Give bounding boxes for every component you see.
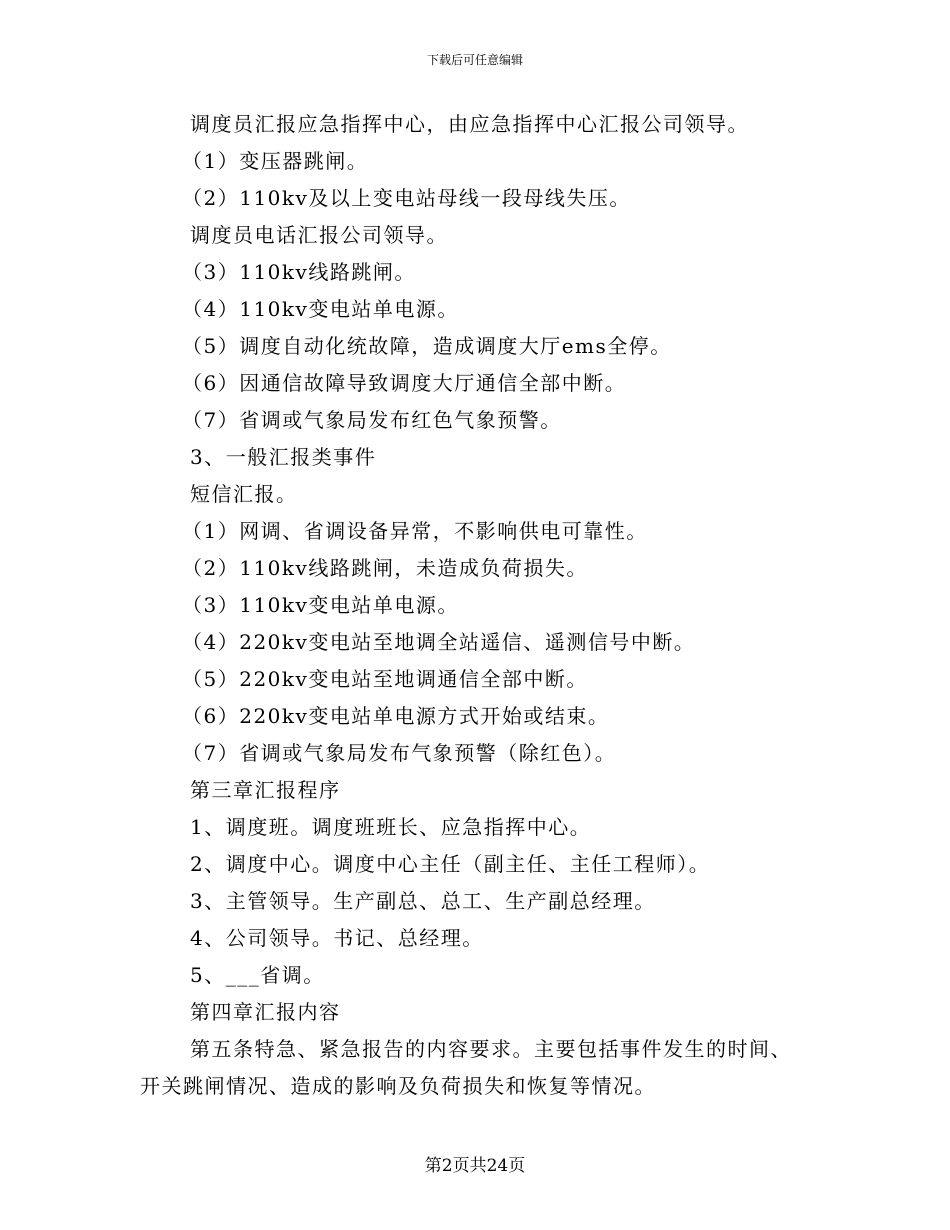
list-item: （2）110kv线路跳闸，未造成负荷损失。 (182, 556, 588, 580)
list-item: 4、公司领导。书记、总经理。 (190, 926, 484, 950)
section-heading: 3、一般汇报类事件 (190, 445, 377, 469)
chapter-heading: 第三章汇报程序 (190, 778, 341, 802)
page-header: 下载后可任意编辑 (426, 53, 523, 67)
list-item: （7）省调或气象局发布红色气象预警。 (182, 408, 562, 432)
list-item: （6）因通信故障导致调度大厅通信全部中断。 (182, 371, 627, 395)
article-paragraph-line-1: 第五条特急、紧急报告的内容要求。主要包括事件发生的时间、 (190, 1037, 792, 1061)
paragraph: 调度员汇报应急指挥中心，由应急指挥中心汇报公司领导。 (190, 112, 749, 136)
list-item-5 (0, 957, 950, 994)
paragraph: 调度员电话汇报公司领导。 (190, 223, 448, 247)
list-item: 3、主管领导。生产副总、总工、生产副总经理。 (190, 889, 656, 913)
list-item: （3）110kv线路跳闸。 (182, 260, 416, 284)
blank-line: ___ (225, 963, 261, 987)
chapter-heading: 第四章汇报内容 (190, 1000, 341, 1024)
list-item: （6）220kv变电站单电源方式开始或结束。 (182, 704, 610, 728)
list-item: （4）220kv变电站至地调全站遥信、遥测信号中断。 (182, 630, 696, 654)
article-paragraph-line-2: 开关跳闸情况、造成的影响及负荷损失和恢复等情况。 (140, 1074, 656, 1098)
list-item: （2）110kv及以上变电站母线一段母线失压。 (182, 186, 631, 210)
list-item: （1）网调、省调设备异常，不影响供电可靠性。 (182, 519, 648, 543)
list-item: （5）调度自动化统故障，造成调度大厅ems全停。 (182, 334, 672, 358)
list-item: （4）110kv变电站单电源。 (182, 297, 459, 321)
page-footer: 第2页共24页 (424, 1156, 526, 1176)
document-body (0, 106, 950, 1105)
list-item: （1）变压器跳闸。 (182, 149, 369, 173)
list-item: 1、调度班。调度班班长、应急指挥中心。 (190, 815, 592, 839)
paragraph: 短信汇报。 (190, 482, 298, 506)
list-item-5-suffix: 省调。 (260, 963, 325, 987)
list-item: （3）110kv变电站单电源。 (182, 593, 459, 617)
list-item: （5）220kv变电站至地调通信全部中断。 (182, 667, 588, 691)
list-item-5-prefix: 5、 (190, 963, 226, 987)
list-item: （7）省调或气象局发布气象预警（除红色）。 (182, 741, 617, 765)
list-item: 2、调度中心。调度中心主任（副主任、主任工程师）。 (190, 852, 711, 876)
